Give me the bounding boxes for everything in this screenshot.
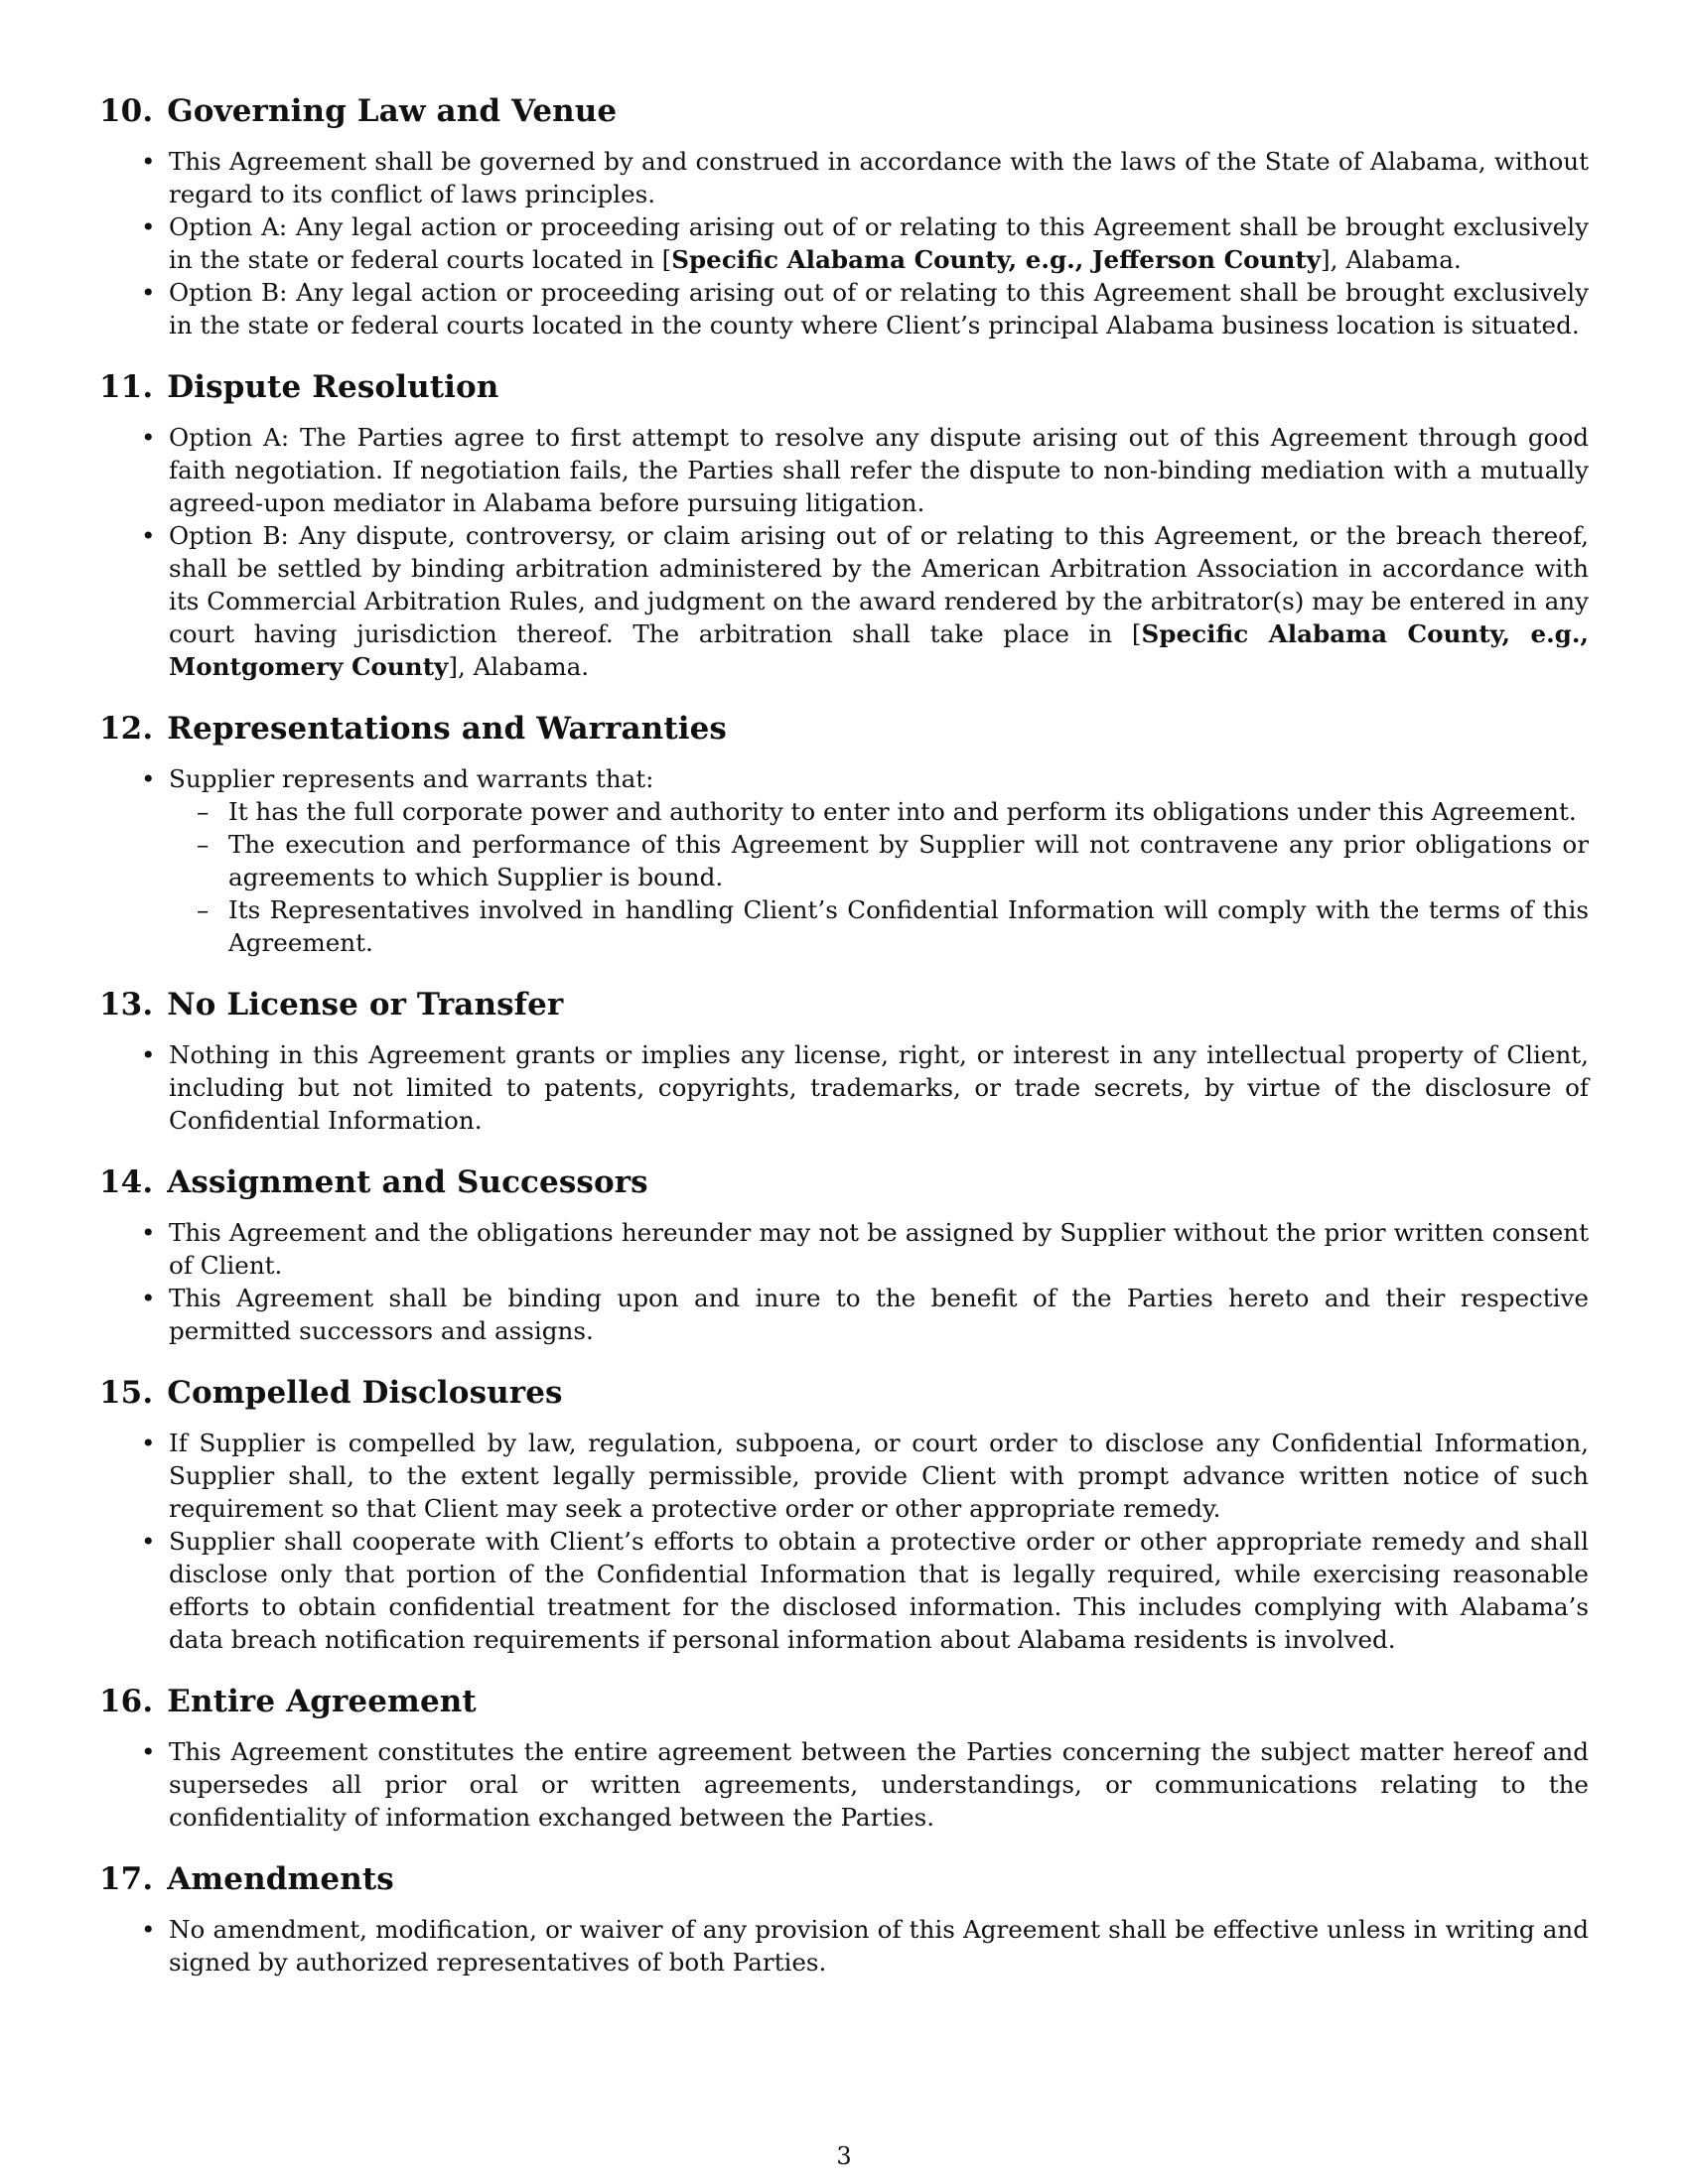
section-heading xyxy=(99,1162,1589,1202)
section-number: 16. xyxy=(99,1684,154,1719)
bullet-list xyxy=(99,1216,1589,1347)
section-title: Assignment and Successors xyxy=(167,1164,648,1200)
section-15 xyxy=(99,1373,1589,1656)
list-item-text: ], Alabama. xyxy=(448,652,590,681)
section-heading xyxy=(99,985,1589,1024)
section-11 xyxy=(99,367,1589,683)
section-13 xyxy=(99,985,1589,1137)
list-item: • This Agreement and the obligations hereunder may not be assigned by Supplier without the prior written consent of Client. xyxy=(99,1216,1589,1282)
section-title: Amendments xyxy=(167,1861,394,1897)
section-14 xyxy=(99,1162,1589,1347)
bullet-list xyxy=(99,421,1589,683)
dash-list xyxy=(169,795,1589,959)
page-number: 3 xyxy=(836,2142,852,2170)
list-item: • If Supplier is compelled by law, regulation, subpoena, or court order to disclose any Confidential Information, Supplier shall, to the extent legally permissible, provide Client with prompt advance written notice of such requirement so that Client may seek a protective order or other appropriate remedy. xyxy=(99,1427,1589,1525)
section-heading xyxy=(99,91,1589,131)
list-item: • This Agreement shall be governed by and construed in accordance with the laws of the State of Alabama, without regard to its conflict of laws principles. xyxy=(99,145,1589,210)
list-item xyxy=(99,210,1589,276)
placeholder-bracket: [ xyxy=(661,245,672,274)
list-item-text: Option A: Any legal action or proceeding arising out of or relating to this Agreement shall be brought exclusively in the state or federal courts located in xyxy=(169,212,1589,274)
section-title: No License or Transfer xyxy=(167,987,564,1023)
list-item: • This Agreement constitutes the entire agreement between the Parties concerning the subject matter hereof and supersedes all prior oral or written agreements, understandings, or communications relating to the confidentiality of information exchanged between the Parties. xyxy=(99,1735,1589,1834)
section-16 xyxy=(99,1682,1589,1834)
list-item: • This Agreement shall be binding upon and inure to the benefit of the Parties hereto and their respective permitted successors and assigns. xyxy=(99,1282,1589,1347)
bullet-list xyxy=(99,762,1589,959)
list-item xyxy=(99,519,1589,683)
section-title: Governing Law and Venue xyxy=(167,93,618,129)
section-number: 12. xyxy=(99,711,154,747)
bullet-list xyxy=(99,145,1589,341)
section-number: 11. xyxy=(99,369,154,405)
placeholder-county: Specific Alabama County, e.g., Jefferson County xyxy=(671,245,1321,274)
sub-list-item: – Its Representatives involved in handling Client’s Confidential Information will comply with the terms of this Agreement. xyxy=(169,893,1589,959)
section-17 xyxy=(99,1859,1589,1979)
list-item: • No amendment, modification, or waiver of any provision of this Agreement shall be effective unless in writing and signed by authorized representatives of both Parties. xyxy=(99,1913,1589,1979)
bullet-list xyxy=(99,1038,1589,1137)
section-number: 17. xyxy=(99,1861,154,1897)
section-title: Representations and Warranties xyxy=(167,711,727,747)
list-item-text: Supplier represents and warrants that: xyxy=(169,764,654,793)
section-title: Dispute Resolution xyxy=(167,369,499,405)
section-number: 14. xyxy=(99,1164,154,1200)
section-heading xyxy=(99,1859,1589,1899)
section-number: 13. xyxy=(99,987,154,1023)
section-title: Compelled Disclosures xyxy=(167,1375,563,1411)
sub-list-item: – It has the full corporate power and authority to enter into and perform its obligations under this Agreement. xyxy=(169,795,1589,828)
list-item-text: ], Alabama. xyxy=(1320,245,1462,274)
bullet-list xyxy=(99,1427,1589,1656)
bullet-list xyxy=(99,1735,1589,1834)
section-title: Entire Agreement xyxy=(167,1684,477,1719)
list-item: • Supplier shall cooperate with Client’s efforts to obtain a protective order or other appropriate remedy and shall disclose only that portion of the Confidential Information that is legally required, while exercising reasonable efforts to obtain confidential treatment for the disclosed information. This includes complying with Alabama’s data breach notification requirements if personal information about Alabama residents is involved. xyxy=(99,1525,1589,1656)
list-item: • Nothing in this Agreement grants or implies any license, right, or interest in any intellectual property of Client, including but not limited to patents, copyrights, trademarks, or trade secrets, by virtue of the disclosure of Confidential Information. xyxy=(99,1038,1589,1137)
list-item-text: Option B: Any dispute, controversy, or claim arising out of or relating to this Agreement, or the breach thereof, shall be settled by binding arbitration administered by the American Arbitration Association in accordance with its Commercial Arbitration Rules, and judgment on the award rendered by the arbitrator(s) may be entered in any court having jurisdiction thereof. The arbitration shall take place in xyxy=(169,521,1589,648)
list-item xyxy=(99,762,1589,959)
section-heading xyxy=(99,1373,1589,1413)
section-number: 15. xyxy=(99,1375,154,1411)
placeholder-county: Specific Alabama County, e.g., Montgomery County xyxy=(169,619,1589,681)
list-item: • Option B: Any legal action or proceeding arising out of or relating to this Agreement shall be brought exclusively in the state or federal courts located in the county where Client’s principal Alabama business location is situated. xyxy=(99,276,1589,341)
sub-list-item: – The execution and performance of this Agreement by Supplier will not contravene any prior obligations or agreements to which Supplier is bound. xyxy=(169,828,1589,893)
placeholder-bracket: [ xyxy=(1131,619,1142,648)
section-number: 10. xyxy=(99,93,154,129)
section-heading xyxy=(99,367,1589,407)
section-heading xyxy=(99,709,1589,749)
section-12 xyxy=(99,709,1589,959)
list-item: • Option A: The Parties agree to first attempt to resolve any dispute arising out of this Agreement through good faith negotiation. If negotiation fails, the Parties shall refer the dispute to non-binding mediation with a mutually agreed-upon mediator in Alabama before pursuing litigation. xyxy=(99,421,1589,519)
section-10 xyxy=(99,91,1589,341)
document-page xyxy=(99,91,1589,2004)
bullet-list xyxy=(99,1913,1589,1979)
section-heading xyxy=(99,1682,1589,1721)
